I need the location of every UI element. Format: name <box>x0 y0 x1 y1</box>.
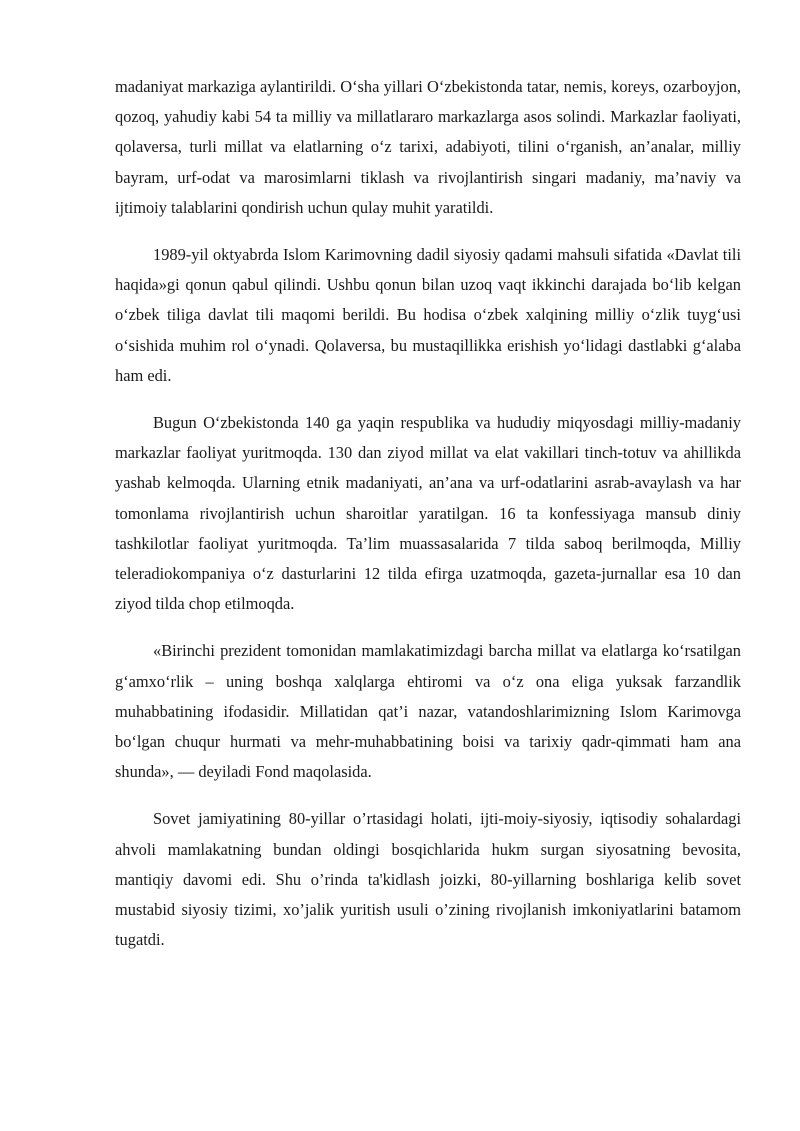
paragraph-national-centers: Bugun O‘zbekistonda 140 ga yaqin respublika va hududiy miqyosdagi milliy-madaniy markazlar faoliyat yuritmoqda. 130 dan ziyod millat va elat vakillari tinch-totuv va ahillikda yashab kelmoqda. Ularning etnik madaniyati, an’ana va urf-odatlarini asrab-avaylash va har tomonlama rivojlantirish uchun sharoitlar yaratilgan. 16 ta konfessiyaga mansub diniy tashkilotlar faoliyat yuritmoqda. Ta’lim muassasalarida 7 tilda saboq berilmoqda, Milliy teleradiokompaniya o‘z dasturlarini 12 tilda efirga uzatmoqda, gazeta-jurnallar esa 10 dan ziyod tilda chop etilmoqda. <box>115 413 741 614</box>
document-page <box>115 72 741 972</box>
paragraph-state-language-law: 1989-yil oktyabrda Islom Karimovning dadil siyosiy qadami mahsuli sifatida «Davlat tili haqida»gi qonun qabul qilindi. Ushbu qonun bilan uzoq vaqt ikkinchi darajada bo‘lib kelgan o‘zbek tiliga davlat tili maqomi berildi. Bu hodisa o‘zbek xalqining milliy o‘zlik tuyg‘usi o‘sishida muhim rol o‘ynadi. Qolaversa, bu mustaqillikka erishish yo‘lidagi dastlabki g‘alaba ham edi. <box>115 245 741 385</box>
paragraph-fund-quote: «Birinchi prezident tomonidan mamlakatimizdagi barcha millat va elatlarga ko‘rsatilgan g‘amxo‘rlik – uning boshqa xalqlarga ehtiromi va o‘z ona eliga yuksak farzandlik muhabbatining ifodasidir. Millatidan qat’i nazar, vatandoshlarimizning Islom Karimovga bo‘lgan chuqur hurmati va mehr-muhabbatining boisi va tarixiy qadr-qimmati ham ana shunda», — deyiladi Fond maqolasida. <box>115 641 741 782</box>
paragraph-soviet-society: Sovet jamiyatining 80-yillar o’rtasidagi holati, ijti-moiy-siyosiy, iqtisodiy sohalardagi ahvoli mamlakatning bundan oldingi bosqichlarida hukm surgan siyosatning bevosita, mantiqiy davomi edi. Shu o’rinda ta'kidlash joizki, 80-yillarning boshlariga kelib sovet mustabid siyosiy tizimi, xo’jalik yuritish usuli o’zining rivojlanish imkoniyatlarini batamom tugatdi. <box>115 809 741 950</box>
paragraph-continuation: madaniyat markaziga aylantirildi. O‘sha yillari O‘zbekistonda tatar, nemis, koreys, ozarboyjon, qozoq, yahudiy kabi 54 ta milliy va millatlararo markazlarga asos solindi. Markazlar faoliyati, qolaversa, turli millat va elatlarning o‘z tarixi, adabiyoti, tilini o‘rganish, an’analar, milliy bayram, urf-odat va marosimlarni tiklash va rivojlantirish singari madaniy, ma’naviy va ijtimoiy talablarini qondirish uchun qulay muhit yaratildi. <box>115 77 741 217</box>
